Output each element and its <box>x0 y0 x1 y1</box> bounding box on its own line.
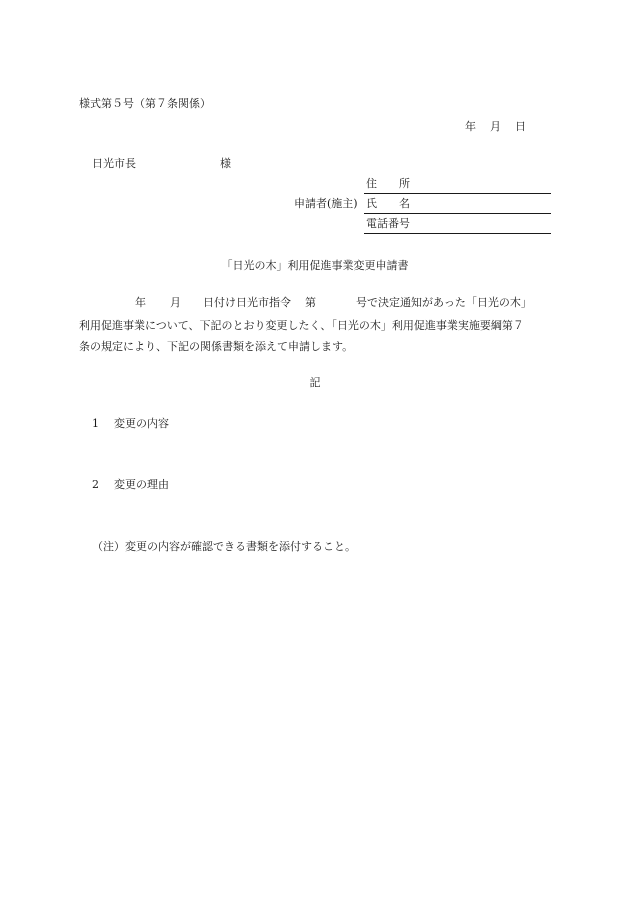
date-year-label: 年 <box>465 120 476 133</box>
note: （注）変更の内容が確認できる書類を添付すること。 <box>92 540 356 553</box>
body-no-suffix: 号で決定通知があった「日光の木」 <box>356 296 532 309</box>
body-dated-text: 日付け日光市指令 <box>203 296 291 309</box>
address-field[interactable] <box>364 176 551 194</box>
ki-heading: 記 <box>309 376 321 389</box>
item-label: 変更の内容 <box>114 417 169 430</box>
applicant-label: 申請者(施主) <box>294 197 358 210</box>
name-field[interactable] <box>364 196 551 214</box>
body-line-3: 条の規定により、下記の関係書類を添えて申請します。 <box>79 340 354 353</box>
name-field-label: 氏 名 <box>366 197 410 210</box>
item-number: 1 <box>92 417 99 430</box>
item-change-content <box>92 418 169 429</box>
date-day-label: 日 <box>515 120 526 133</box>
phone-field-label: 電話番号 <box>366 217 410 230</box>
body-line-1 <box>79 297 532 308</box>
addressee-honorific: 様 <box>220 157 231 170</box>
date-line <box>465 121 526 132</box>
item-number: 2 <box>92 478 99 491</box>
item-change-reason <box>92 479 169 490</box>
form-label: 様式第５号（第７条関係） <box>79 97 211 110</box>
phone-field[interactable] <box>364 216 551 234</box>
document-title: 「日光の木」利用促進事業変更申請書 <box>221 259 409 272</box>
addressee <box>92 158 231 169</box>
body-year-label: 年 <box>135 296 146 309</box>
body-line-2: 利用促進事業について、下記のとおり変更したく、「日光の木」利用促進事業実施要綱第７ <box>79 319 524 332</box>
body-no-prefix: 第 <box>305 296 316 309</box>
body-month-label: 月 <box>170 296 181 309</box>
addressee-name: 日光市長 <box>92 157 136 170</box>
date-month-label: 月 <box>490 120 501 133</box>
item-label: 変更の理由 <box>114 478 169 491</box>
address-field-label: 住 所 <box>366 177 410 190</box>
